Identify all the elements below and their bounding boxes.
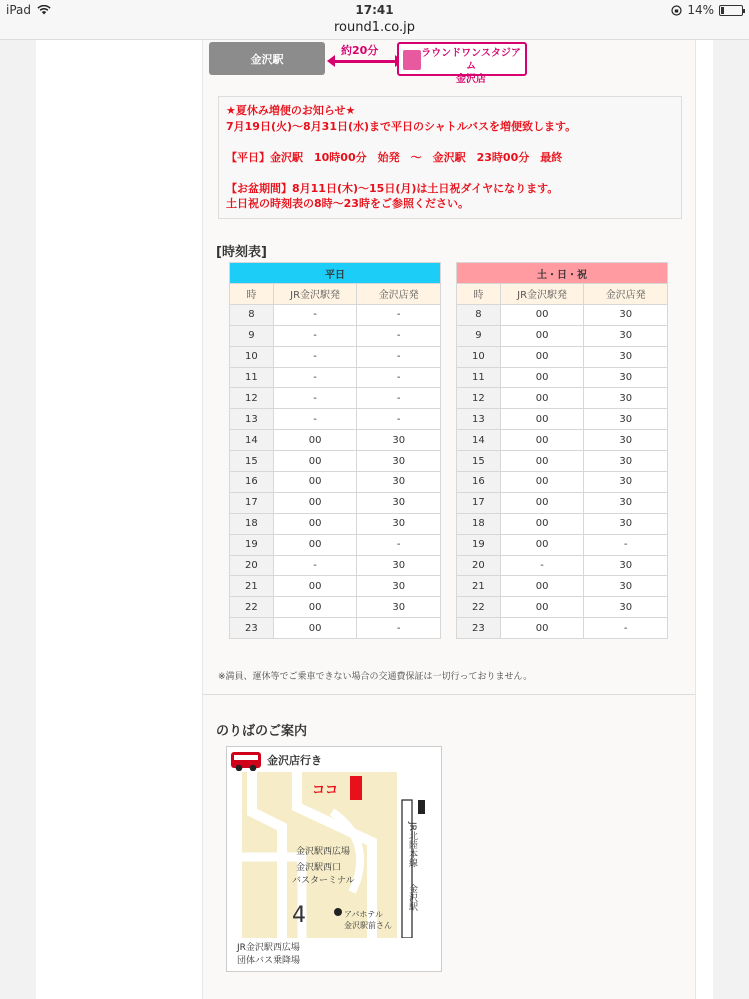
map-label-bus-terminal: バスターミナル [292,876,355,886]
notice-line: 【平日】金沢駅 10時00分 始発 〜 金沢駅 23時00分 最終 [226,150,563,164]
jr-departure-cell: 00 [273,451,357,472]
hour-cell: 15 [230,451,274,472]
hour-cell: 14 [457,430,501,451]
store-departure-cell: 30 [584,346,668,367]
notice-line: 7月19日(火)〜8月31日(水)まで平日のシャトルバスを増便致します。 [226,119,577,133]
store-departure-cell: - [357,346,441,367]
hour-cell: 21 [457,576,501,597]
hour-cell: 9 [457,325,501,346]
table-row [230,513,441,534]
destination-line1: ラウンドワンスタジアム [421,48,521,72]
url-text[interactable]: round1.co.jp [333,20,415,35]
holiday-rows [457,304,668,638]
store-departure-cell: 30 [584,430,668,451]
map-caption-line: 団体バス乗降場 [237,956,301,966]
jr-departure-cell: 00 [500,597,584,618]
hour-cell: 19 [230,534,274,555]
map-label-number: 4 [292,903,306,928]
column-header: 時 [457,284,501,305]
table-row [230,618,441,639]
map-label-station: 金沢駅 [407,884,417,911]
jr-departure-cell: - [273,346,357,367]
weekday-rows [230,304,441,638]
store-departure-cell: 30 [357,513,441,534]
boarding-spot-marker [350,776,362,800]
hour-cell: 23 [457,618,501,639]
map-caption-line: JR金沢駅西広場 [237,943,300,953]
map-card-heading: 金沢店行き [267,754,322,767]
jr-departure-cell: 00 [500,513,584,534]
holiday-heading: 土・日・祝 [457,263,668,284]
jr-departure-cell: 00 [500,304,584,325]
column-header: 時 [230,284,274,305]
column-header: 金沢店発 [584,284,668,305]
boarding-map [242,772,425,938]
status-right [671,3,743,17]
jr-departure-cell: 00 [273,472,357,493]
jr-departure-cell: - [273,388,357,409]
store-departure-cell: - [357,618,441,639]
hour-cell: 14 [230,430,274,451]
hour-cell: 13 [457,409,501,430]
store-departure-cell: - [357,304,441,325]
table-row [457,367,668,388]
table-row [457,597,668,618]
route-diagram [209,42,529,85]
table-row [230,304,441,325]
notice-line: 【お盆期間】8月11日(木)〜15日(月)は土日祝ダイヤになります。 [226,181,559,195]
table-row [230,346,441,367]
hour-cell: 10 [230,346,274,367]
store-departure-cell: - [357,325,441,346]
weekday-timetable [229,262,441,639]
rail-marker [418,800,425,814]
hotel-marker [334,908,342,916]
table-row [457,409,668,430]
jr-departure-cell: 00 [500,388,584,409]
timetable-title: [時刻表] [216,245,267,260]
table-row [457,346,668,367]
table-row [457,555,668,576]
map-label-hotel: 金沢駅前さん [344,921,392,930]
store-departure-cell: 30 [357,451,441,472]
map-card-header [231,752,322,768]
table-row [230,576,441,597]
compensation-note: ※満員、運休等でご乗車できない場合の交通費保証は一切行っておりません。 [218,672,533,682]
table-row [457,388,668,409]
route-line [331,60,397,63]
hour-cell: 15 [457,451,501,472]
map-label-bus-terminal: 金沢駅西口 [296,863,342,873]
table-row [230,325,441,346]
boarding-title: のりばのご案内 [216,724,308,739]
bus-icon [231,752,261,768]
hour-cell: 16 [457,472,501,493]
table-row [230,388,441,409]
destination-station [397,42,527,85]
jr-departure-cell: - [273,304,357,325]
store-departure-cell: - [584,618,668,639]
column-header: JR金沢駅発 [273,284,357,305]
jr-departure-cell: 00 [500,618,584,639]
table-row [230,430,441,451]
store-departure-cell: 30 [584,451,668,472]
jr-departure-cell: 00 [500,534,584,555]
hour-cell: 19 [457,534,501,555]
hour-cell: 18 [457,513,501,534]
store-departure-cell: 30 [357,597,441,618]
hour-cell: 22 [457,597,501,618]
store-departure-cell: 30 [584,513,668,534]
jr-departure-cell: 00 [500,409,584,430]
store-departure-cell: 30 [584,304,668,325]
table-row [457,576,668,597]
hour-cell: 17 [457,492,501,513]
hour-cell: 12 [230,388,274,409]
battery-percent: 14% [687,3,714,17]
jr-departure-cell: 00 [500,430,584,451]
table-row [230,534,441,555]
notice-line: 土日祝の時刻表の8時〜23時をご参照ください。 [226,197,469,210]
jr-departure-cell: 00 [273,534,357,555]
jr-departure-cell: 00 [500,325,584,346]
hour-cell: 18 [230,513,274,534]
table-row [457,430,668,451]
store-departure-cell: 30 [357,492,441,513]
hour-cell: 8 [457,304,501,325]
weekday-heading: 平日 [230,263,441,284]
rail-line [402,800,412,938]
jr-departure-cell: 00 [273,618,357,639]
hour-cell: 13 [230,409,274,430]
jr-departure-cell: - [273,367,357,388]
hour-cell: 23 [230,618,274,639]
jr-departure-cell: - [273,409,357,430]
store-departure-cell: 30 [584,472,668,493]
device-name: iPad [6,3,32,17]
battery-icon [719,5,743,16]
table-row [230,492,441,513]
jr-departure-cell: 00 [500,367,584,388]
notice-line [226,165,674,181]
table-row [457,451,668,472]
hour-cell: 16 [230,472,274,493]
table-row [230,555,441,576]
destination-line2: 金沢店 [456,74,486,85]
clock: 17:41 [355,3,394,17]
store-departure-cell: 30 [584,576,668,597]
orientation-lock-icon [671,5,682,16]
table-row [457,534,668,555]
column-header: 金沢店発 [357,284,441,305]
table-row [457,325,668,346]
section-divider [203,694,695,695]
building-icon [403,50,421,70]
jr-departure-cell: 00 [273,576,357,597]
hour-cell: 9 [230,325,274,346]
hour-cell: 10 [457,346,501,367]
battery-fill [721,7,724,14]
store-departure-cell: 30 [584,492,668,513]
jr-departure-cell: 00 [273,597,357,618]
store-departure-cell: 30 [357,576,441,597]
store-departure-cell: 30 [584,388,668,409]
store-departure-cell: - [357,534,441,555]
table-row [230,472,441,493]
store-departure-cell: - [357,388,441,409]
notice-box [218,96,682,219]
store-departure-cell: - [357,367,441,388]
map-label-west-plaza: 金沢駅西広場 [296,847,351,857]
store-departure-cell: 30 [357,555,441,576]
origin-station: 金沢駅 [209,42,325,75]
store-departure-cell: 30 [584,597,668,618]
store-departure-cell: 30 [584,409,668,430]
hour-cell: 12 [457,388,501,409]
jr-departure-cell: 00 [500,346,584,367]
table-row [457,472,668,493]
table-row [230,409,441,430]
boarding-map-card [226,746,442,972]
jr-departure-cell: 00 [500,451,584,472]
table-row [457,513,668,534]
jr-departure-cell: 00 [273,492,357,513]
hour-cell: 8 [230,304,274,325]
hour-cell: 11 [457,367,501,388]
travel-duration: 約20分 [341,44,379,57]
table-row [457,618,668,639]
hour-cell: 20 [457,555,501,576]
jr-departure-cell: 00 [500,576,584,597]
notice-line [226,134,674,150]
hour-cell: 22 [230,597,274,618]
jr-departure-cell: - [273,325,357,346]
jr-departure-cell: - [273,555,357,576]
jr-departure-cell: 00 [273,430,357,451]
holiday-timetable [456,262,668,639]
map-label-hotel: アパホテル [344,910,383,919]
hour-cell: 11 [230,367,274,388]
store-departure-cell: - [584,534,668,555]
table-row [457,492,668,513]
store-departure-cell: 30 [357,430,441,451]
store-departure-cell: 30 [357,472,441,493]
map-label-koko: ココ [312,783,339,798]
map-caption [237,942,300,968]
table-row [230,451,441,472]
hour-cell: 20 [230,555,274,576]
table-row [230,367,441,388]
store-departure-cell: 30 [584,555,668,576]
jr-departure-cell: - [500,555,584,576]
notice-line: ★夏休み増便のお知らせ★ [226,104,356,117]
jr-departure-cell: 00 [500,472,584,493]
store-departure-cell: - [357,409,441,430]
hour-cell: 21 [230,576,274,597]
jr-departure-cell: 00 [273,513,357,534]
store-departure-cell: 30 [584,325,668,346]
table-row [230,597,441,618]
column-header: JR金沢駅発 [500,284,584,305]
map-label-rail-line: JR北陸本線 [407,822,417,867]
address-bar[interactable] [0,20,749,40]
store-departure-cell: 30 [584,367,668,388]
jr-departure-cell: 00 [500,492,584,513]
hour-cell: 17 [230,492,274,513]
status-bar [0,0,749,20]
table-row [457,304,668,325]
